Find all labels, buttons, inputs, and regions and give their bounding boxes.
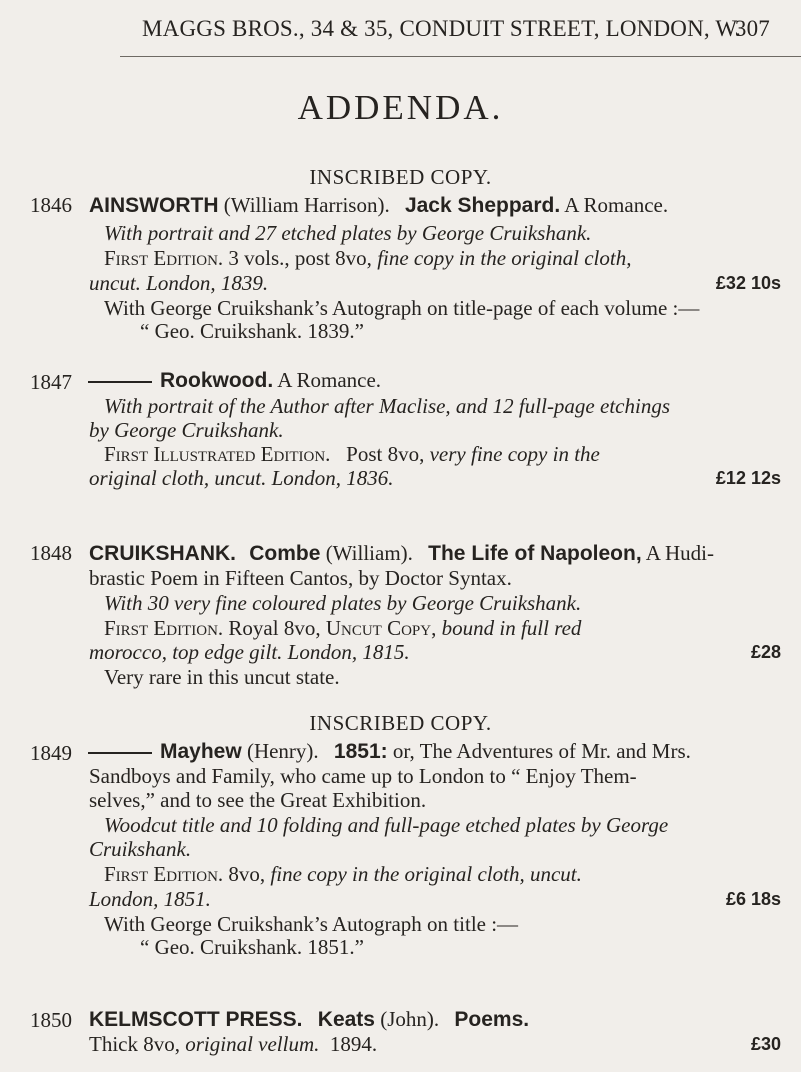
- format: 3 vols., post 8vo,: [223, 246, 378, 270]
- imprint: uncut. London, 1839.: [89, 271, 269, 295]
- imprint: London, 1851.: [89, 887, 211, 911]
- ditto-dash: [88, 752, 152, 754]
- illustration-note: Woodcut title and 10 folding and full-page etched plates by George: [104, 813, 669, 837]
- price: £32 10s: [715, 273, 781, 293]
- imprint-year: 1894.: [319, 1032, 378, 1056]
- illustration-note-cont: Cruikshank.: [89, 837, 192, 861]
- edition: First Edition.: [104, 862, 224, 886]
- header-rule: [120, 56, 801, 57]
- binding: original vellum.: [185, 1032, 320, 1056]
- price: £30: [750, 1034, 781, 1054]
- title-continuation: brastic Poem in Fifteen Cantos, by Doctor Syntax.: [89, 566, 512, 590]
- price: £28: [750, 642, 781, 662]
- ditto-dash: [88, 381, 152, 383]
- author-detail: (John).: [374, 1007, 440, 1031]
- item-number: 1850: [30, 1008, 72, 1032]
- binding-imprint: morocco, top edge gilt. London, 1815.: [89, 640, 410, 664]
- binding: bound in full red: [436, 616, 582, 640]
- item-number: 1848: [30, 541, 72, 565]
- price: £12 12s: [715, 468, 781, 488]
- entry-heading: [89, 193, 769, 218]
- illustration-note-cont: by George Cruikshank.: [89, 418, 284, 442]
- autograph-quote: “ Geo. Cruikshank. 1851.”: [140, 935, 364, 959]
- author-detail: (Henry).: [241, 739, 319, 763]
- edition-line: [104, 246, 784, 270]
- header-text: MAGGS BROS., 34 & 35, CONDUIT STREET, LONDON, W.: [142, 16, 742, 41]
- work-title: The Life of Napoleon,: [428, 542, 642, 565]
- condition: fine copy in the original cloth,: [377, 246, 632, 270]
- entry-heading: [89, 1007, 769, 1032]
- format: Post 8vo,: [330, 442, 430, 466]
- autograph-note: With George Cruikshank’s Autograph on title-page of each volume :—: [104, 296, 700, 320]
- price: £6 18s: [725, 889, 781, 909]
- running-header: [142, 16, 782, 42]
- illustration-note: With portrait of the Author after Maclise, and 12 full-page etchings: [104, 394, 670, 418]
- uncut-copy: Uncut Copy,: [325, 616, 437, 640]
- work-title: Poems.: [454, 1008, 530, 1031]
- title-continuation: selves,” and to see the Great Exhibition.: [89, 788, 427, 812]
- author-detail: (William Harrison).: [218, 193, 390, 217]
- inscribed-copy-heading: INSCRIBED COPY.: [309, 165, 492, 189]
- work-title: Rookwood.: [160, 369, 274, 392]
- imprint: original cloth, uncut. London, 1836.: [89, 466, 394, 490]
- format-line: [89, 1032, 769, 1056]
- condition: very fine copy in the: [429, 442, 600, 466]
- work-subtitle: or, The Adventures of Mr. and Mrs.: [387, 739, 691, 763]
- author-name: Mayhew: [160, 740, 242, 763]
- edition-line: [104, 616, 784, 640]
- entry-heading: [88, 368, 768, 393]
- item-number: 1846: [30, 193, 72, 217]
- autograph-note: With George Cruikshank’s Autograph on title :—: [104, 912, 519, 936]
- edition: First Edition.: [104, 616, 224, 640]
- item-number: 1849: [30, 741, 72, 765]
- edition: First Edition.: [104, 246, 224, 270]
- author-name: Keats: [317, 1008, 375, 1031]
- illustration-note: With portrait and 27 etched plates by George Cruikshank.: [104, 221, 592, 245]
- edition: First Illustrated Edition.: [104, 442, 331, 466]
- entry-heading: [89, 541, 769, 566]
- work-title: 1851:: [333, 740, 388, 763]
- edition-line: [104, 442, 784, 466]
- author-name: AINSWORTH: [89, 194, 219, 217]
- format: 8vo,: [223, 862, 271, 886]
- page-title: ADDENDA.: [297, 88, 504, 127]
- format: Thick 8vo,: [89, 1032, 186, 1056]
- format: Royal 8vo,: [223, 616, 326, 640]
- illustration-note: With 30 very fine coloured plates by George Cruikshank.: [104, 591, 582, 615]
- press-name: KELMSCOTT PRESS.: [89, 1008, 303, 1031]
- work-title: Jack Sheppard.: [404, 194, 561, 217]
- item-number: 1847: [30, 370, 72, 394]
- author-name: CRUIKSHANK.: [89, 542, 236, 565]
- author-detail: (William).: [320, 541, 413, 565]
- title-continuation: Sandboys and Family, who came up to London to “ Enjoy Them-: [89, 764, 637, 788]
- work-subtitle: A Romance.: [273, 368, 382, 392]
- edition-line: [104, 862, 784, 886]
- rarity-note: Very rare in this uncut state.: [104, 665, 340, 689]
- work-subtitle: A Romance.: [560, 193, 669, 217]
- page-number: 307: [734, 16, 770, 41]
- inscribed-copy-heading: INSCRIBED COPY.: [309, 711, 492, 735]
- work-subtitle: A Hudi-: [641, 541, 714, 565]
- condition: fine copy in the original cloth, uncut.: [270, 862, 582, 886]
- autograph-quote: “ Geo. Cruikshank. 1839.”: [140, 319, 364, 343]
- combe-name: Combe: [249, 542, 321, 565]
- entry-heading: [88, 739, 768, 764]
